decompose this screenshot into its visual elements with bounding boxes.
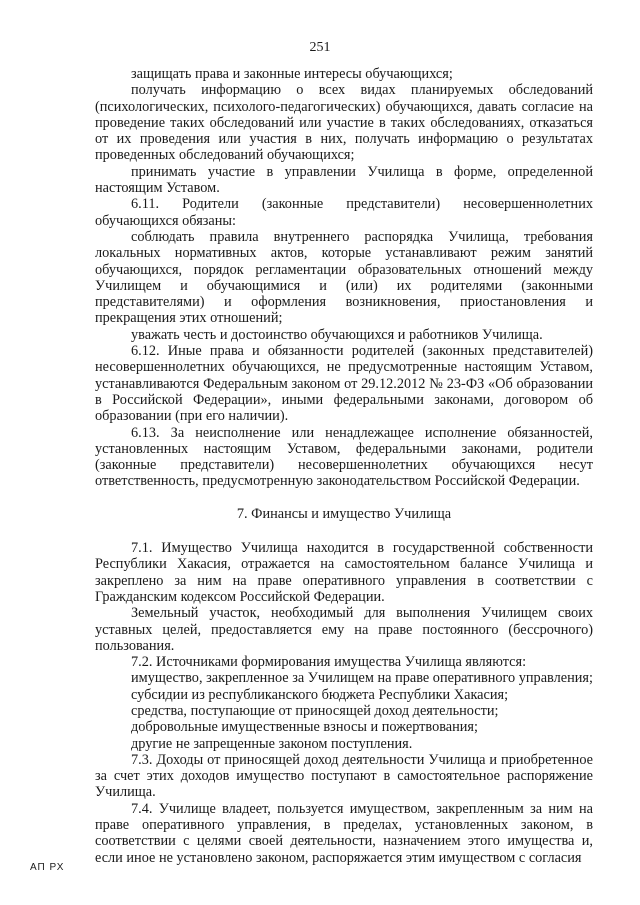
footer-mark: АП РХ bbox=[30, 862, 65, 873]
paragraph-6-13: 6.13. За неисполнение или ненадлежащее исполнение обязанностей, установленных настоящим Уставом, федеральными законами, родители (законные представители) несовершеннолетних обучающихся несут ответственность, предусмотренную законодательством Российской Федерации. bbox=[95, 424, 593, 490]
paragraph-receive-info: получать информацию о всех видах планируемых обследований (психологических, психолого-педагогических) обучающихся, давать согласие на проведение таких обследований или участие в таких обследованиях, отказаться от их проведения или участия в них, получать информацию о результатах проведенных обследований обучающихся; bbox=[95, 82, 593, 164]
list-item-subsidies: субсидии из республиканского бюджета Республики Хакасия; bbox=[131, 686, 509, 703]
paragraph-6-11: 6.11. Родители (законные представители) несовершеннолетних обучающихся обязаны: bbox=[95, 196, 593, 229]
paragraph-participate-management: принимать участие в управлении Училища в форме, определенной настоящим Уставом. bbox=[95, 163, 593, 197]
list-item-income: средства, поступающие от приносящей доход деятельности; bbox=[131, 702, 499, 719]
paragraph-7-2: 7.2. Источниками формирования имущества Училища являются: bbox=[131, 654, 527, 671]
list-item-property: имущество, закрепленное за Училищем на праве оперативного управления; bbox=[131, 670, 593, 687]
paragraph-7-3: 7.3. Доходы от приносящей доход деятельности Училища и приобретенное за счет этих доходов имущество поступают в самостоятельное распоряжение Училища. bbox=[95, 751, 593, 801]
section-heading: 7. Финансы и имущество Училища bbox=[236, 505, 452, 522]
paragraph-land-plot: Земельный участок, необходимый для выполнения Училищем своих уставных целей, предоставляется ему на праве постоянного (бессрочного) пользования. bbox=[95, 605, 593, 654]
paragraph-respect-honor: уважать честь и достоинство обучающихся и работников Училища. bbox=[131, 326, 543, 343]
paragraph-7-1: 7.1. Имущество Училища находится в государственной собственности Республики Хакасия, отражается на самостоятельном балансе Училища и закреплено за ним на праве оперативного управления в соответствии с Гражданским кодексом Российской Федерации. bbox=[95, 540, 593, 605]
document-body bbox=[95, 66, 593, 866]
list-item-other: другие не запрещенные законом поступления. bbox=[131, 735, 413, 752]
paragraph-7-4: 7.4. Училище владеет, пользуется имуществом, закрепленным за ним на праве оперативного управления, в пределах, установленных законом, в соответствии с целями своей деятельности, назначением этого имущества и, если иное не установлено законом, распоряжается этим имуществом с согласия bbox=[95, 800, 593, 866]
page-number: 251 bbox=[309, 40, 331, 55]
paragraph-comply-rules: соблюдать правила внутреннего распорядка Училища, требования локальных нормативных актов, которые устанавливают режим занятий обучающихся, порядок регламентации образовательных отношений между Училищем и обучающимися и (или) их родителями (законными представителями) и оформления возникновения, приостановления и прекращения этих отношений; bbox=[95, 228, 593, 327]
paragraph-6-12: 6.12. Иные права и обязанности родителей (законных представителей) несовершеннолетних обучающихся, не предусмотренные настоящим Уставом, устанавливаются Федеральным законом от 29.12.2012 № 23-ФЗ «Об образовании в Российской Федерации», иными федеральными законами, договором об образовании (при его наличии). bbox=[95, 343, 593, 425]
list-item-donations: добровольные имущественные взносы и пожертвования; bbox=[131, 719, 478, 736]
paragraph-protect-rights: защищать права и законные интересы обучающихся; bbox=[131, 66, 453, 82]
